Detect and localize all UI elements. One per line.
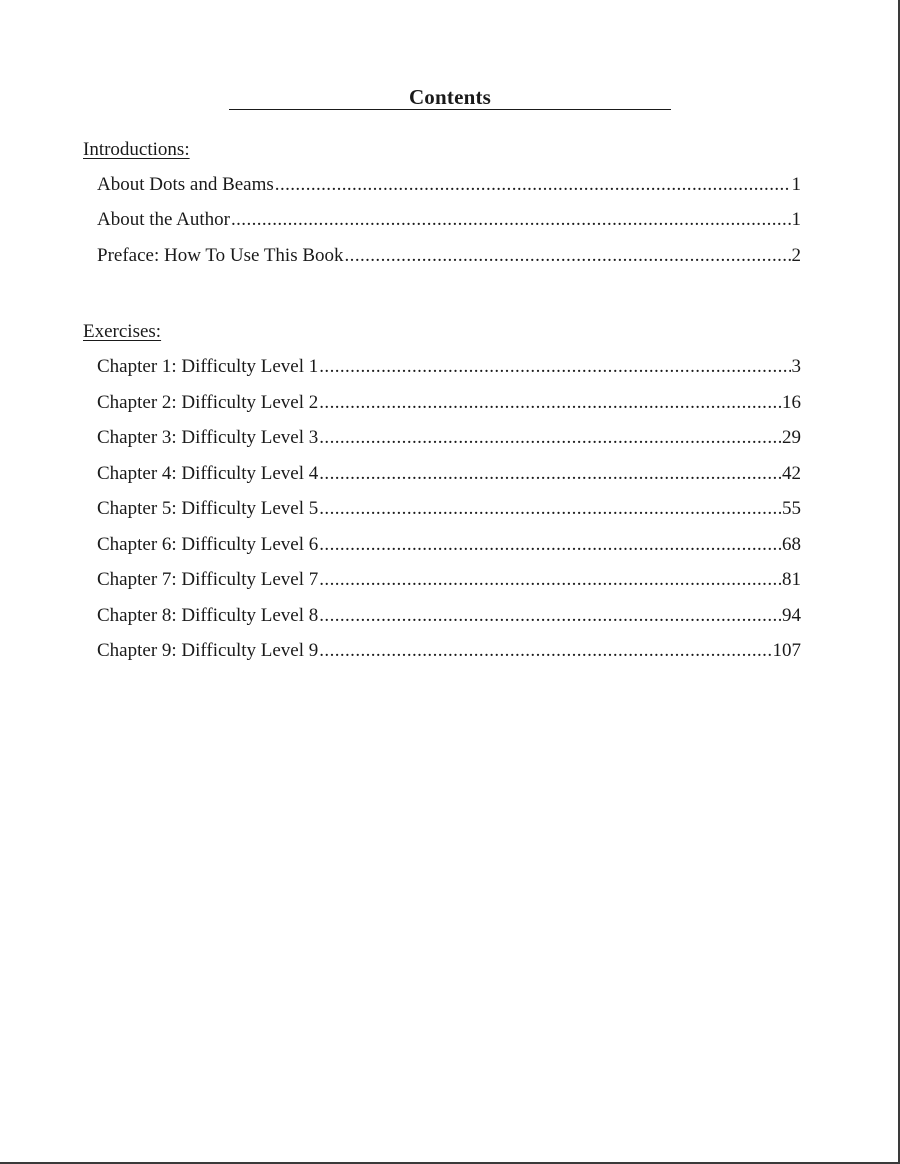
toc-entry-label: About Dots and Beams — [97, 174, 274, 195]
dot-leader — [319, 462, 781, 486]
toc-entry-page-number: 68 — [782, 534, 801, 555]
toc-entry-chapter-1[interactable] — [97, 355, 801, 379]
toc-entry-chapter-3[interactable] — [97, 426, 801, 450]
contents-title-row — [229, 84, 671, 110]
toc-entry-label: Chapter 6: Difficulty Level 6 — [97, 534, 319, 555]
toc-entry-page-number: 16 — [782, 392, 801, 413]
dot-leader — [345, 244, 791, 268]
toc-entry-page-number: 42 — [782, 463, 801, 484]
toc-entry-label: About the Author — [97, 209, 230, 230]
dot-leader — [319, 355, 790, 379]
toc-entry-about-dots-and-beams[interactable] — [97, 173, 801, 197]
dot-leader — [319, 604, 781, 628]
toc-entry-page-number: 3 — [791, 356, 801, 377]
toc-entry-chapter-5[interactable] — [97, 497, 801, 521]
toc-entry-page-number: 55 — [782, 498, 801, 519]
dot-leader — [319, 391, 781, 415]
toc-entry-page-number: 107 — [772, 640, 801, 661]
introductions-heading: Introductions: — [83, 139, 190, 160]
exercises-heading: Exercises: — [83, 321, 162, 342]
dot-leader — [319, 639, 771, 663]
dot-leader — [231, 208, 791, 232]
dot-leader — [319, 426, 781, 450]
toc-entry-label: Chapter 3: Difficulty Level 3 — [97, 427, 319, 448]
toc-entry-chapter-4[interactable] — [97, 462, 801, 486]
toc-entry-page-number: 1 — [791, 209, 801, 230]
toc-entry-label: Chapter 2: Difficulty Level 2 — [97, 392, 319, 413]
toc-entry-chapter-9[interactable] — [97, 639, 801, 663]
toc-entry-label: Chapter 8: Difficulty Level 8 — [97, 605, 319, 626]
toc-entry-about-the-author[interactable] — [97, 208, 801, 232]
toc-entry-page-number: 29 — [782, 427, 801, 448]
toc-entry-chapter-8[interactable] — [97, 604, 801, 628]
toc-entry-page-number: 1 — [791, 174, 801, 195]
toc-entry-page-number: 94 — [782, 605, 801, 626]
page-title: Contents — [408, 85, 492, 109]
toc-entry-label: Preface: How To Use This Book — [97, 245, 344, 266]
toc-entry-label: Chapter 5: Difficulty Level 5 — [97, 498, 319, 519]
toc-entry-chapter-7[interactable] — [97, 568, 801, 592]
toc-entry-page-number: 81 — [782, 569, 801, 590]
dot-leader — [319, 533, 781, 557]
toc-entry-preface[interactable] — [97, 244, 801, 268]
dot-leader — [319, 568, 781, 592]
toc-entry-chapter-2[interactable] — [97, 391, 801, 415]
dot-leader — [275, 173, 791, 197]
toc-entry-label: Chapter 4: Difficulty Level 4 — [97, 463, 319, 484]
toc-entry-page-number: 2 — [791, 245, 801, 266]
toc-entry-chapter-6[interactable] — [97, 533, 801, 557]
dot-leader — [319, 497, 781, 521]
toc-entry-label: Chapter 9: Difficulty Level 9 — [97, 640, 319, 661]
toc-entry-label: Chapter 7: Difficulty Level 7 — [97, 569, 319, 590]
toc-entry-label: Chapter 1: Difficulty Level 1 — [97, 356, 319, 377]
